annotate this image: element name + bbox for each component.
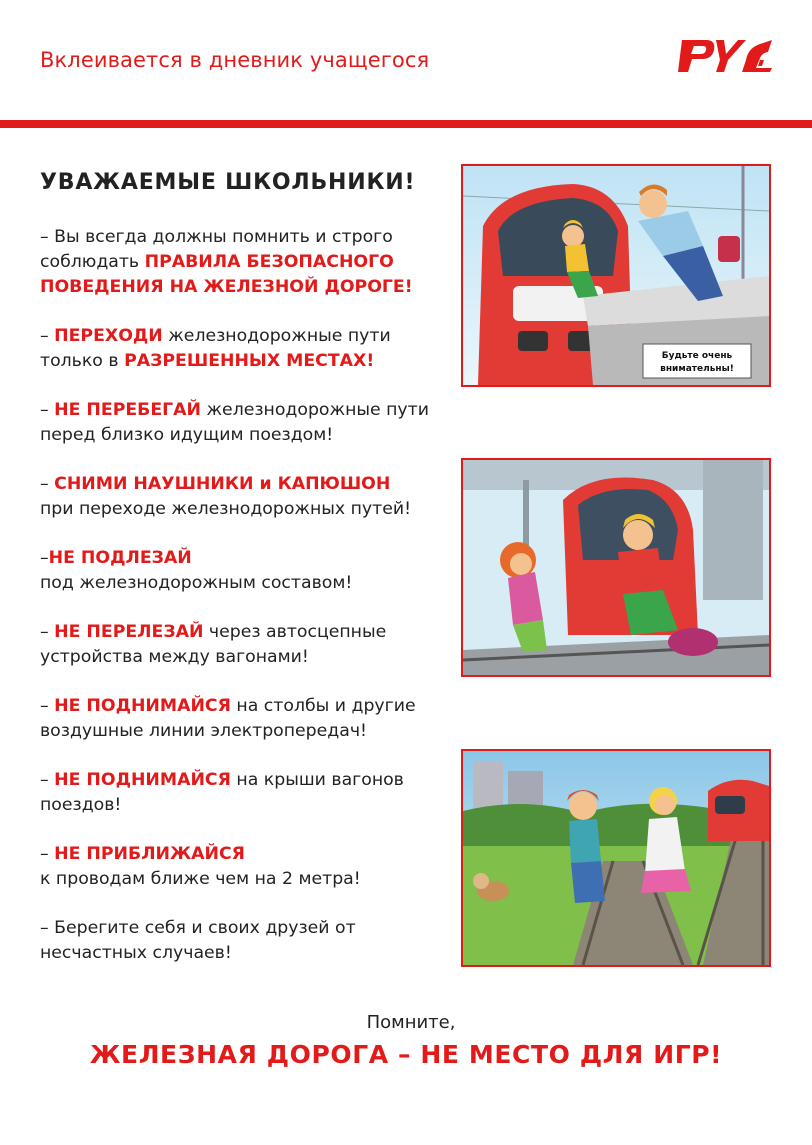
illustration-train-platform bbox=[461, 164, 771, 387]
rule-item: – СНИМИ НАУШНИКИ и КАПЮШОН при переходе железнодорожных путей! bbox=[40, 474, 412, 519]
rule-item: – НЕ ПОДНИМАЙСЯ на столбы и другие воздушные линии электропередач! bbox=[40, 696, 416, 741]
sign-text-line1: Будьте очень bbox=[661, 351, 733, 361]
page-title: УВАЖАЕМЫЕ ШКОЛЬНИКИ! bbox=[40, 170, 416, 195]
rule-item: – НЕ ПОДНИМАЙСЯ на крыши вагонов поездов! bbox=[40, 770, 404, 815]
rule-item: – НЕ ПЕРЕЛЕЗАЙ через автосцепные устройства между вагонами! bbox=[40, 622, 387, 667]
rule-item: – Берегите себя и своих друзей от несчастных случаев! bbox=[40, 918, 356, 963]
header-divider bbox=[0, 120, 812, 128]
rule-item: –НЕ ПОДЛЕЗАЙ под железнодорожным составом! bbox=[40, 548, 353, 593]
rule-item: – НЕ ПРИБЛИЖАЙСЯ к проводам ближе чем на 2 метра! bbox=[40, 844, 361, 889]
diary-note: Вклеивается в дневник учащегося bbox=[40, 48, 430, 72]
slogan: ЖЕЛЕЗНАЯ ДОРОГА – НЕ МЕСТО ДЛЯ ИГР! bbox=[89, 1040, 723, 1069]
illustration-tracks-children bbox=[461, 458, 771, 677]
rule-item: – ПЕРЕХОДИ железнодорожные пути только в РАЗРЕШЕННЫХ МЕСТАХ! bbox=[40, 326, 391, 371]
rules-list bbox=[40, 225, 450, 990]
rule-item: – НЕ ПЕРЕБЕГАЙ железнодорожные пути перед близко идущим поездом! bbox=[40, 400, 429, 445]
sign-text-line2: внимательны! bbox=[660, 364, 734, 374]
illustration-children-on-tracks bbox=[461, 749, 771, 967]
rule-item: – Вы всегда должны помнить и строго соблюдать ПРАВИЛА БЕЗОПАСНОГО ПОВЕДЕНИЯ НА ЖЕЛЕЗНОЙ ДОРОГЕ! bbox=[40, 227, 413, 297]
rzd-logo bbox=[676, 34, 774, 76]
remember-text: Помните, bbox=[366, 1012, 456, 1033]
